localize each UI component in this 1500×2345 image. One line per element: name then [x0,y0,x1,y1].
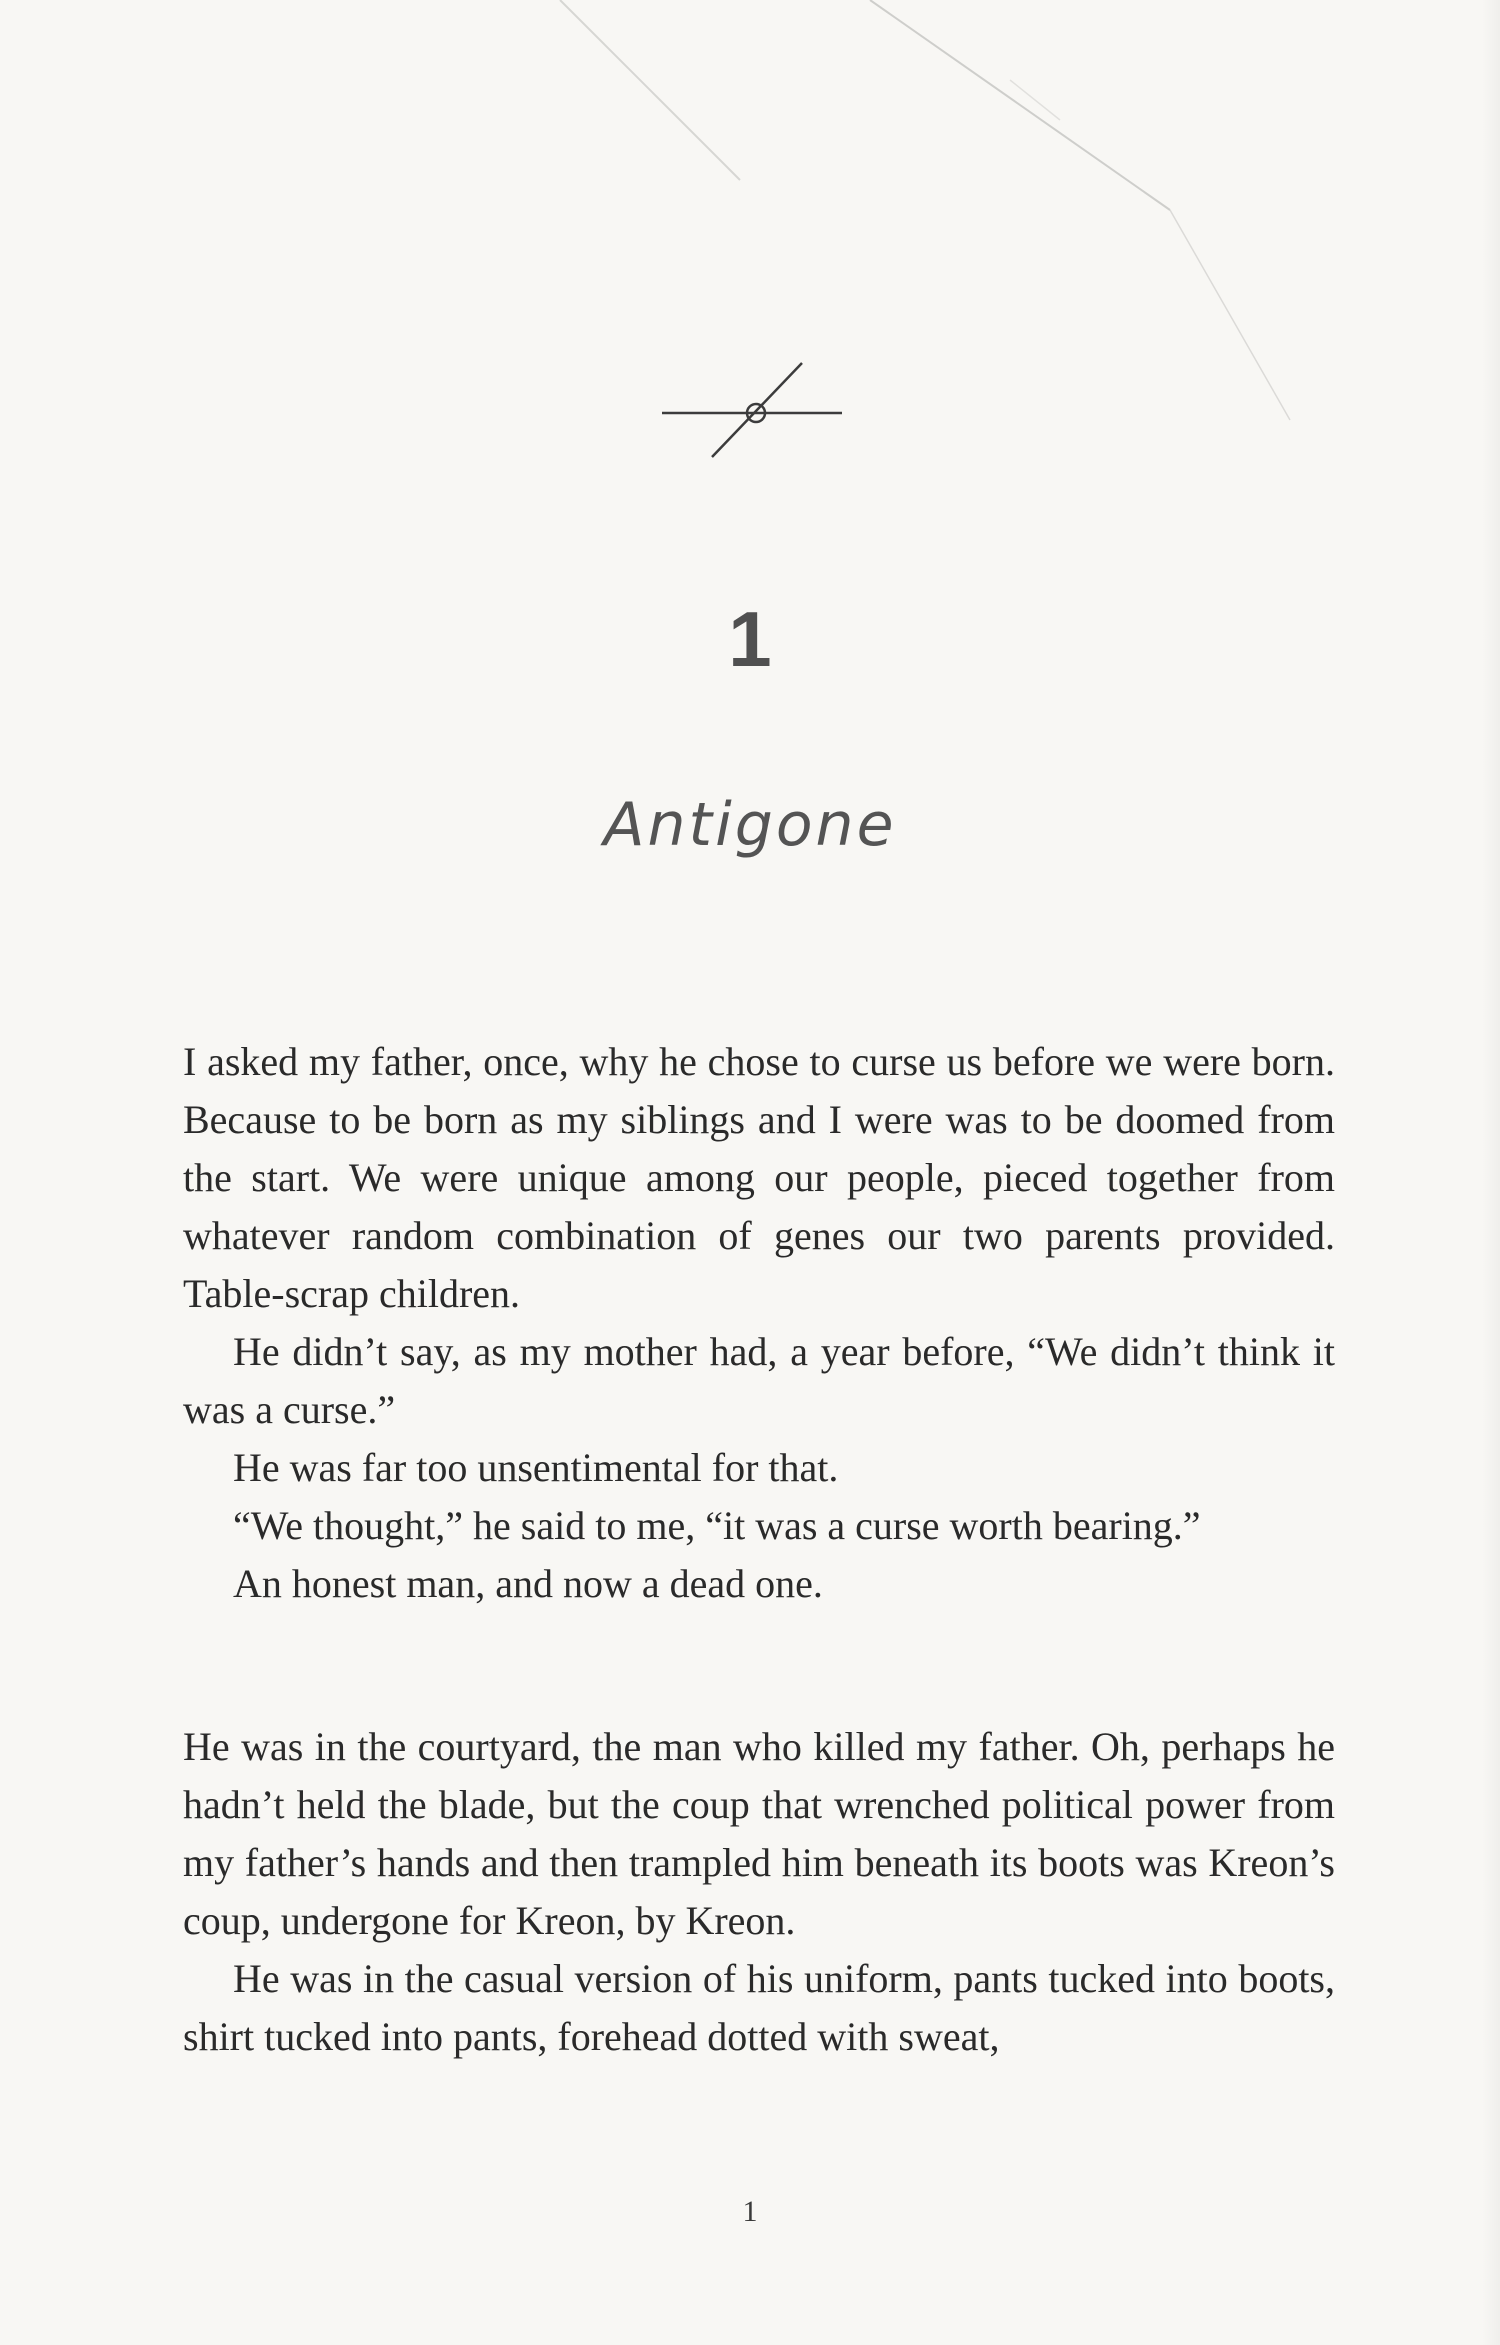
paragraph: “We thought,” he said to me, “it was a curse worth bearing.” [233,1503,1201,1548]
paragraph: I asked my father, once, why he chose to curse us before we were born. Because to be born as my siblings and I were was to be doomed from the start. We were unique among our people, pieced together from whatever random combination of genes our two parents provided. Table-scrap children. [183,1039,1335,1316]
paragraph: He was in the casual version of his uniform, pants tucked into boots, shirt tucked into pants, forehead dotted with sweat, [183,1956,1335,2059]
chapter-number: 1 [728,595,772,683]
section-one [183,1033,1335,1613]
paragraph: He didn’t say, as my mother had, a year before, “We didn’t think it was a curse.” [183,1329,1335,1432]
page-number: 1 [742,2195,758,2228]
section-two [183,1718,1335,2066]
paragraph: He was far too unsentimental for that. [233,1445,839,1490]
paragraph: He was in the courtyard, the man who killed my father. Oh, perhaps he hadn’t held the blade, but the coup that wrenched political power from my father’s hands and then trampled him beneath its boots was Kreon’s coup, undergone for Kreon, by Kreon. [183,1724,1335,1943]
paragraph: An honest man, and now a dead one. [233,1561,823,1606]
chapter-title: Antigone [603,790,897,860]
crossed-lines-ornament-icon [650,355,850,465]
